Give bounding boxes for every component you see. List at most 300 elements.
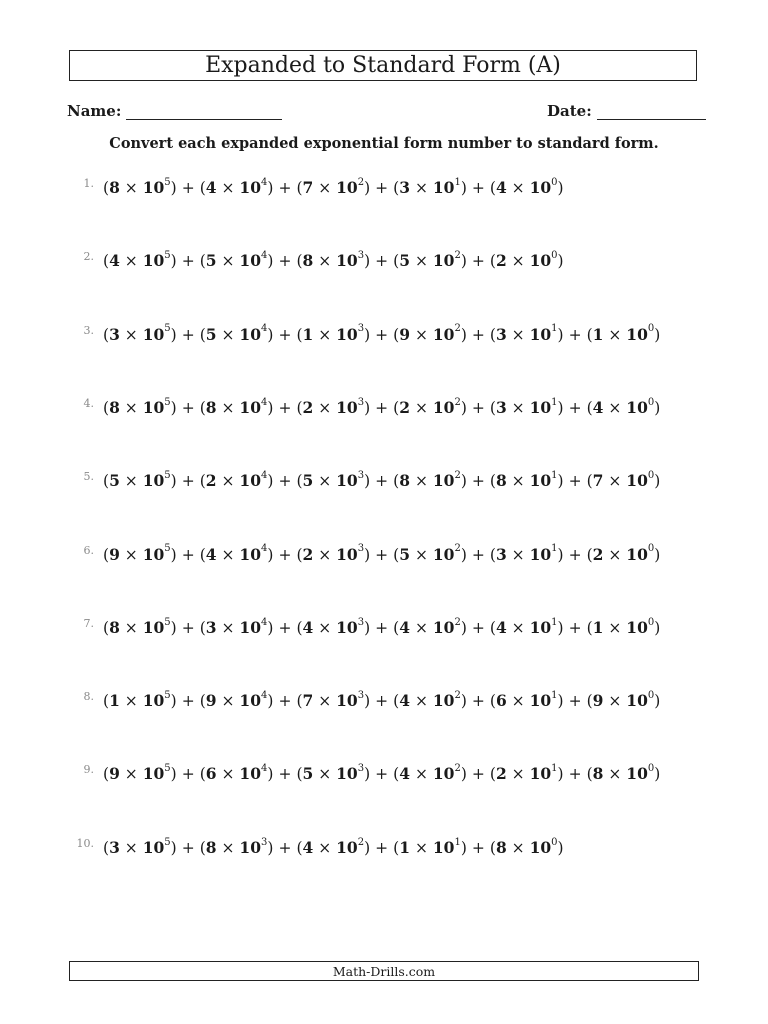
name-label: Name: [67,102,122,120]
term-coefficient: 5 [205,324,217,344]
problem-row [74,764,660,783]
term-coefficient: 7 [302,178,314,197]
expanded-term: $(8 \times 10^5)$ [103,176,177,197]
expanded-term: $(1 \times 10^1)$ [393,836,467,857]
expanded-term: $(2 \times 10^0)$ [586,543,661,564]
term-coefficient: 5 [302,764,314,784]
expanded-term: $(9 \times 10^2)$ [393,323,467,344]
term-exponent: 2 [454,616,461,628]
problem-row [74,618,660,637]
term-exponent: 1 [551,689,558,701]
term-exponent: 5 [164,836,171,848]
plus-sign: + [278,765,292,784]
term-coefficient: 5 [302,471,314,491]
problem-number: 7. [83,616,94,630]
problem-expression [103,838,564,857]
term-base: 10 [432,617,455,637]
term-coefficient: 5 [205,251,217,271]
plus-sign: + [278,618,292,637]
term-base: 10 [626,617,648,637]
plus-sign: + [278,692,292,711]
plus-sign: + [568,545,582,564]
problem-expression [103,764,660,783]
plus-sign: + [375,838,389,857]
plus-sign: + [181,545,195,564]
term-exponent: 1 [551,763,558,775]
problem-number: 9. [83,763,94,777]
expanded-term: $(1 \times 10^3)$ [296,323,371,344]
expanded-term: $(8 \times 10^3)$ [199,836,274,857]
expanded-term: $(5 \times 10^2)$ [393,543,467,564]
name-blank-line[interactable] [126,97,282,120]
term-coefficient: 4 [302,617,314,637]
expanded-term: $(4 \times 10^1)$ [489,616,564,637]
expanded-term: $(4 \times 10^0)$ [586,396,661,417]
term-exponent: 3 [357,616,365,628]
problem-row [74,325,660,344]
term-exponent: 0 [551,250,558,262]
term-coefficient: 2 [302,397,314,417]
term-base: 10 [626,471,648,491]
expanded-term: $(4 \times 10^2)$ [296,836,371,857]
problem-expression [103,325,660,344]
plus-sign: + [181,472,195,491]
plus-sign: + [181,252,195,271]
term-exponent: 2 [454,323,461,335]
plus-sign: + [375,472,389,491]
expanded-term: $(3 \times 10^1)$ [393,176,467,197]
expanded-term: $(8 \times 10^0)$ [586,763,661,784]
expanded-term: $(9 \times 10^5)$ [103,543,177,564]
footer-box [69,961,699,981]
term-base: 10 [336,837,358,857]
term-base: 10 [529,764,552,784]
term-exponent: 0 [647,323,655,335]
term-coefficient: 9 [109,544,120,564]
term-base: 10 [529,324,552,344]
expanded-term: $(4 \times 10^3)$ [296,616,371,637]
expanded-term: $(6 \times 10^1)$ [489,689,564,711]
worksheet-title: Expanded to Standard Form (A) [205,53,561,78]
expanded-term: $(2 \times 10^3)$ [296,396,371,417]
problem-expression [103,618,660,637]
expanded-term: $(8 \times 10^5)$ [103,616,177,637]
expanded-term: $(8 \times 10^0)$ [489,836,564,857]
term-exponent: 5 [164,616,171,628]
term-exponent: 5 [164,470,171,482]
term-base: 10 [142,397,165,417]
plus-sign: + [568,692,582,711]
plus-sign: + [278,398,292,417]
term-coefficient: 5 [399,251,411,271]
term-exponent: 0 [647,543,655,555]
plus-sign: + [568,472,582,491]
problem-row [74,545,660,564]
term-base: 10 [432,178,455,197]
expanded-term: $(8 \times 10^1)$ [489,470,564,491]
term-exponent: 4 [261,323,268,335]
term-exponent: 5 [164,763,171,775]
plus-sign: + [181,838,195,857]
expanded-term: $(4 \times 10^4)$ [199,176,274,197]
expanded-term: $(3 \times 10^5)$ [103,323,177,344]
problem-expression [103,178,564,197]
term-base: 10 [529,178,552,197]
term-exponent: 4 [261,470,268,482]
problem-expression [103,691,660,710]
plus-sign: + [278,252,292,271]
term-coefficient: 9 [109,764,120,784]
term-base: 10 [432,397,455,417]
term-base: 10 [529,544,552,564]
plus-sign: + [471,252,485,271]
term-base: 10 [626,324,648,344]
term-exponent: 0 [647,763,655,775]
term-base: 10 [336,178,358,197]
term-base: 10 [336,691,358,711]
problem-number: 3. [83,323,94,337]
expanded-term: $(2 \times 10^2)$ [393,396,467,417]
worksheet-title-box [69,50,697,81]
expanded-term: $(6 \times 10^4)$ [199,763,274,784]
term-exponent: 3 [261,836,268,848]
plus-sign: + [471,838,485,857]
problem-number: 10. [76,836,94,850]
term-base: 10 [239,324,261,344]
expanded-term: $(4 \times 10^5)$ [103,250,177,271]
term-base: 10 [336,251,358,271]
expanded-term: $(5 \times 10^3)$ [296,763,371,784]
term-base: 10 [432,471,455,491]
term-base: 10 [239,764,261,784]
term-coefficient: 3 [399,178,411,197]
expanded-term: $(4 \times 10^2)$ [393,763,467,784]
term-coefficient: 1 [109,691,120,711]
term-exponent: 5 [164,543,171,555]
date-field [547,97,706,120]
term-coefficient: 2 [592,544,604,564]
expanded-term: $(2 \times 10^0)$ [489,250,564,271]
term-coefficient: 1 [399,837,411,857]
plus-sign: + [375,325,389,344]
term-coefficient: 4 [592,397,604,417]
term-exponent: 1 [551,323,558,335]
plus-sign: + [471,325,485,344]
term-coefficient: 4 [302,837,314,857]
term-base: 10 [239,691,261,711]
term-coefficient: 3 [495,397,507,417]
term-coefficient: 5 [109,471,120,491]
term-exponent: 4 [261,689,268,701]
term-coefficient: 1 [302,324,314,344]
expanded-term: $(8 \times 10^4)$ [199,396,274,417]
term-coefficient: 2 [399,397,411,417]
term-exponent: 0 [551,176,558,188]
expanded-term: $(8 \times 10^5)$ [103,396,177,417]
term-coefficient: 2 [302,544,314,564]
term-coefficient: 8 [109,397,120,417]
term-coefficient: 3 [495,324,507,344]
term-coefficient: 4 [495,178,507,197]
term-coefficient: 8 [302,251,314,271]
term-coefficient: 4 [109,251,120,271]
term-coefficient: 9 [205,691,217,711]
term-coefficient: 8 [205,397,217,417]
plus-sign: + [568,325,582,344]
problem-row [74,471,660,490]
term-coefficient: 9 [399,324,411,344]
expanded-term: $(2 \times 10^3)$ [296,543,371,564]
plus-sign: + [471,618,485,637]
term-exponent: 3 [357,763,365,775]
plus-sign: + [181,765,195,784]
term-base: 10 [529,471,552,491]
expanded-term: $(5 \times 10^2)$ [393,250,467,271]
term-coefficient: 4 [205,178,217,197]
term-exponent: 3 [357,689,365,701]
plus-sign: + [181,618,195,637]
instructions: Convert each expanded exponential form number to standard form. [109,135,659,152]
term-exponent: 5 [164,396,171,408]
term-exponent: 1 [454,836,461,848]
term-base: 10 [529,691,552,711]
problem-number: 1. [83,177,94,190]
term-exponent: 3 [357,396,365,408]
term-base: 10 [239,617,261,637]
term-base: 10 [529,251,552,271]
term-base: 10 [626,691,648,711]
term-exponent: 1 [551,470,558,482]
problem-number: 5. [83,470,94,484]
plus-sign: + [181,179,195,197]
plus-sign: + [181,398,195,417]
term-exponent: 5 [164,176,171,188]
footer-text: Math-Drills.com [332,963,436,979]
expanded-term: $(3 \times 10^1)$ [489,543,564,564]
term-base: 10 [626,397,648,417]
problem-expression [103,471,660,490]
term-base: 10 [432,691,455,711]
term-base: 10 [239,251,261,271]
expanded-term: $(4 \times 10^4)$ [199,543,274,564]
problem-row [74,251,564,270]
plus-sign: + [471,472,485,491]
term-base: 10 [336,617,358,637]
term-base: 10 [239,837,261,857]
term-base: 10 [529,837,552,857]
problem-number: 4. [83,396,94,410]
term-exponent: 3 [357,470,365,482]
term-exponent: 2 [357,836,365,848]
term-base: 10 [626,544,648,564]
problem-number: 6. [83,543,94,557]
term-exponent: 2 [454,470,461,482]
expanded-term: $(4 \times 10^2)$ [393,689,467,711]
term-coefficient: 2 [205,471,217,491]
expanded-term: $(9 \times 10^0)$ [586,689,661,711]
expanded-term: $(1 \times 10^0)$ [586,323,661,344]
term-coefficient: 4 [495,617,507,637]
plus-sign: + [471,398,485,417]
term-exponent: 2 [357,176,365,188]
problem-row [74,838,564,857]
plus-sign: + [375,398,389,417]
term-base: 10 [142,324,165,344]
term-base: 10 [142,764,165,784]
term-exponent: 4 [261,763,268,775]
term-coefficient: 4 [399,764,411,784]
term-coefficient: 8 [109,617,120,637]
term-exponent: 3 [357,543,365,555]
term-base: 10 [432,837,455,857]
expanded-term: $(3 \times 10^1)$ [489,323,564,344]
term-coefficient: 9 [592,691,604,711]
expanded-term: $(5 \times 10^5)$ [103,470,177,491]
term-base: 10 [336,764,358,784]
expanded-term: $(7 \times 10^2)$ [296,176,371,197]
term-coefficient: 6 [205,764,217,784]
problem-expression [103,251,564,270]
expanded-term: $(8 \times 10^2)$ [393,470,467,491]
term-exponent: 0 [647,396,655,408]
term-exponent: 4 [261,396,268,408]
term-exponent: 1 [551,396,558,408]
term-coefficient: 8 [399,471,411,491]
expanded-term: $(4 \times 10^2)$ [393,616,467,637]
term-base: 10 [336,324,358,344]
term-coefficient: 8 [495,837,507,857]
term-base: 10 [432,324,455,344]
term-coefficient: 6 [495,691,507,711]
term-base: 10 [142,837,165,857]
expanded-term: $(4 \times 10^0)$ [489,176,564,197]
term-coefficient: 1 [592,617,604,637]
plus-sign: + [278,838,292,857]
term-exponent: 2 [454,763,461,775]
term-base: 10 [626,764,648,784]
term-coefficient: 3 [495,544,507,564]
term-base: 10 [142,544,165,564]
term-base: 10 [529,397,552,417]
term-coefficient: 4 [399,691,411,711]
expanded-term: $(1 \times 10^5)$ [103,689,177,711]
plus-sign: + [278,545,292,564]
term-base: 10 [336,471,358,491]
term-exponent: 1 [551,616,558,628]
plus-sign: + [375,692,389,711]
expanded-term: $(3 \times 10^1)$ [489,396,564,417]
plus-sign: + [568,765,582,784]
plus-sign: + [181,325,195,344]
term-exponent: 5 [164,323,171,335]
plus-sign: + [471,179,485,197]
term-coefficient: 7 [302,691,314,711]
term-base: 10 [239,397,261,417]
term-exponent: 4 [261,616,268,628]
plus-sign: + [278,472,292,491]
problem-row [74,398,660,417]
plus-sign: + [375,252,389,271]
plus-sign: + [375,179,389,197]
term-coefficient: 1 [592,324,604,344]
name-field [67,97,282,120]
plus-sign: + [278,325,292,344]
term-base: 10 [142,178,165,197]
expanded-term: $(9 \times 10^4)$ [199,689,274,711]
plus-sign: + [471,765,485,784]
expanded-term: $(5 \times 10^4)$ [199,250,274,271]
term-coefficient: 7 [592,471,604,491]
term-coefficient: 8 [592,764,604,784]
term-coefficient: 5 [399,544,411,564]
term-base: 10 [239,178,261,197]
expanded-term: $(9 \times 10^5)$ [103,763,177,784]
term-exponent: 0 [647,616,655,628]
term-coefficient: 8 [205,837,217,857]
term-coefficient: 2 [495,251,507,271]
term-exponent: 0 [647,470,655,482]
term-exponent: 1 [551,543,558,555]
problem-number: 2. [83,250,94,264]
plus-sign: + [278,179,292,197]
term-base: 10 [529,617,552,637]
plus-sign: + [471,692,485,711]
plus-sign: + [375,618,389,637]
term-coefficient: 4 [205,544,217,564]
term-base: 10 [142,617,165,637]
term-exponent: 4 [261,543,268,555]
expanded-term: $(5 \times 10^4)$ [199,323,274,344]
expanded-term: $(8 \times 10^3)$ [296,250,371,271]
plus-sign: + [375,545,389,564]
term-exponent: 3 [357,250,365,262]
problem-row [74,178,564,197]
expanded-term: $(2 \times 10^1)$ [489,763,564,784]
term-base: 10 [142,251,165,271]
plus-sign: + [568,398,582,417]
term-exponent: 1 [454,176,461,188]
term-coefficient: 3 [205,617,217,637]
term-base: 10 [432,764,455,784]
problem-row [74,691,660,710]
expanded-term: $(7 \times 10^3)$ [296,689,371,711]
term-exponent: 5 [164,250,171,262]
problem-expression [103,398,660,417]
problem-expression [103,545,660,564]
expanded-term: $(3 \times 10^4)$ [199,616,274,637]
term-base: 10 [142,471,165,491]
term-coefficient: 3 [109,837,120,857]
term-exponent: 2 [454,689,461,701]
date-label: Date: [547,102,592,120]
term-exponent: 2 [454,250,461,262]
term-exponent: 2 [454,543,461,555]
term-exponent: 3 [357,323,365,335]
term-coefficient: 3 [109,324,120,344]
plus-sign: + [471,545,485,564]
term-base: 10 [239,471,261,491]
term-base: 10 [432,251,455,271]
expanded-term: $(3 \times 10^5)$ [103,836,177,857]
term-exponent: 4 [261,176,268,188]
expanded-term: $(7 \times 10^0)$ [586,470,661,491]
term-exponent: 5 [164,689,171,701]
term-exponent: 0 [647,689,655,701]
term-coefficient: 8 [109,178,120,197]
date-blank-line[interactable] [597,97,706,120]
term-exponent: 4 [261,250,268,262]
term-base: 10 [142,691,165,711]
